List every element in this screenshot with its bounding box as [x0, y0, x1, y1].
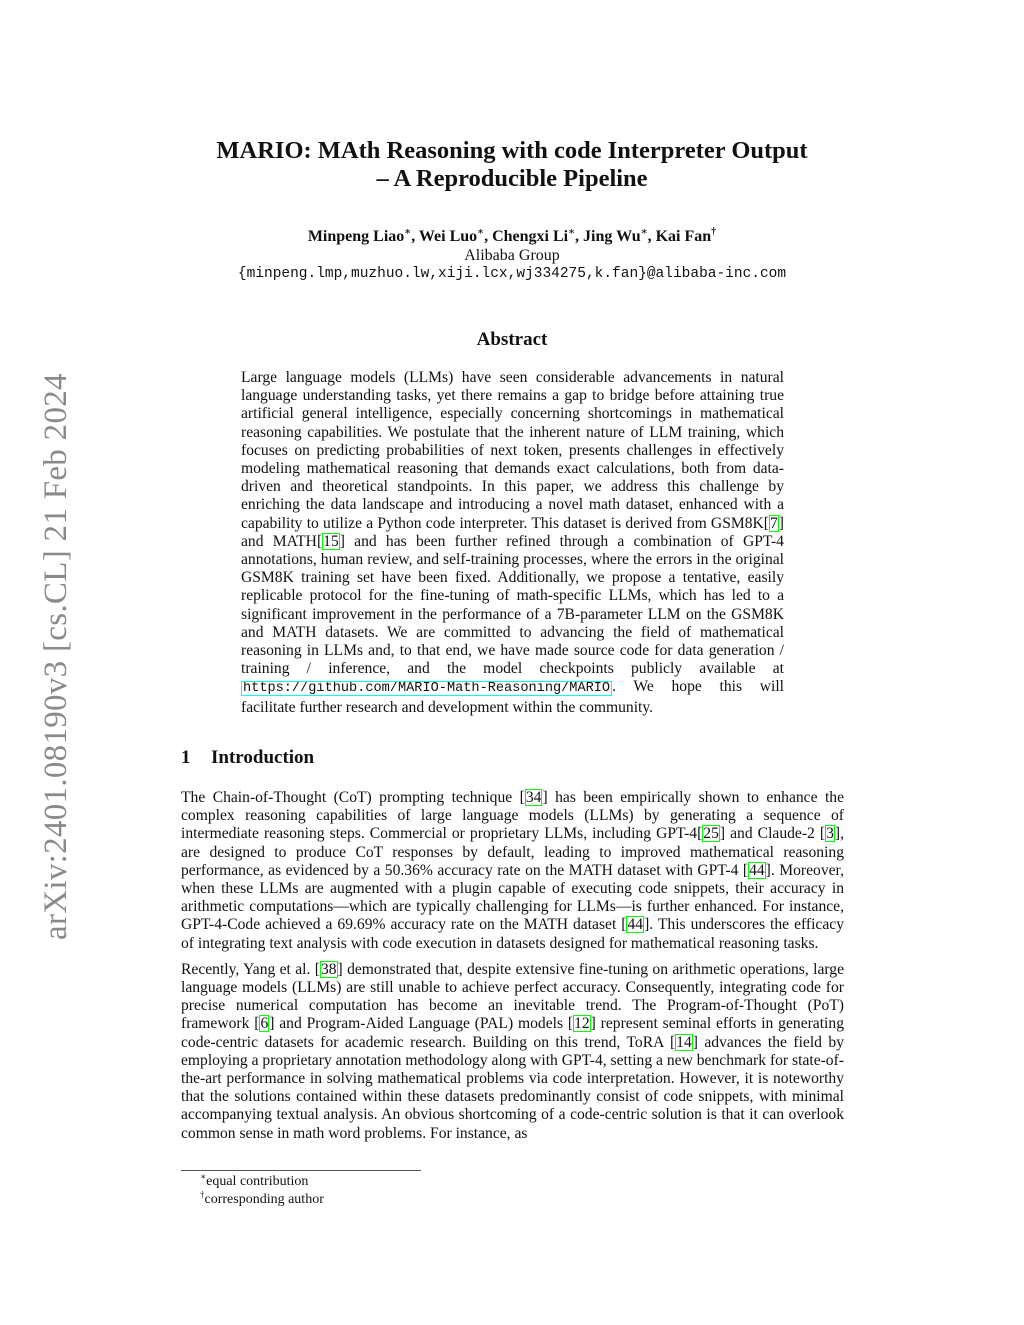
abstract-text-run: and has been further refined through a combination of GPT-4 annotations, human review, and self-training processes, where the errors in the original GSM8K training set have been fixed. Additionally, we propose a tentative, easily replicable protocol for the fine-tuning of math-specific LLMs, which has led to a significant improvement in the performance of a 7B-parameter LLM on the GSM8K and MATH datasets. We are committed to advancing the field of mathematical reasoning in LLMs and, to that end, we have made source code for data generation / training / inference, and the model checkpoints publicly available at	[241, 532, 784, 678]
footnote-mark: †	[200, 1189, 205, 1200]
intro-text-run: , are designed to produce CoT responses by default, leading to improved mathematical reasoning performance, as evidenced by a 50.36% accuracy rate on the MATH dataset with GPT-4	[181, 825, 844, 879]
author-mark: ∗	[568, 226, 576, 238]
footnote-text: equal contribution	[206, 1174, 309, 1189]
citation-link[interactable]: 15	[323, 532, 339, 550]
author-mark: †	[711, 226, 717, 238]
github-url-link[interactable]: https://github.com/MARIO-Math-Reasoning/MARIO	[243, 681, 611, 697]
section-heading-introduction	[181, 747, 314, 769]
arxiv-side-stamp: arXiv:2401.08190v3 [cs.CL] 21 Feb 2024	[38, 373, 74, 940]
title-line-2: – A Reproducible Pipeline	[376, 165, 648, 192]
section-number: 1	[181, 747, 191, 768]
citation-link[interactable]: 6	[260, 1015, 269, 1033]
introduction-body	[181, 789, 844, 1151]
author-names: Minpeng Liao∗, Wei Luo∗, Chengxi Li∗, Jing Wu∗, Kai Fan†	[307, 226, 717, 245]
intro-text-run: and Claude-2	[725, 825, 820, 843]
footnote-corresponding-author	[200, 1191, 324, 1209]
author-name: Jing Wu	[583, 228, 641, 245]
citation-link[interactable]: 25	[703, 825, 719, 843]
author-name: Wei Luo	[418, 228, 478, 245]
paper-title	[180, 137, 844, 193]
citation-link[interactable]: 44	[627, 916, 644, 934]
intro-text-run: The Chain-of-Thought (CoT) prompting technique	[181, 789, 520, 806]
intro-text-run: advances the field by employing a proprietary annotation methodology along with GPT-4, setting a new benchmark for state-of-the-art performance in solving mathematical problems via code interpretation. However, it is noteworthy that the solutions contained within these datasets predominantly consist of code snippets, with minimal accompanying textual analysis. An obvious shortcoming of a code-centric solution is that it can overlook common sense in math word problems. For instance, as	[181, 1033, 844, 1142]
footnotes	[200, 1173, 324, 1209]
intro-paragraph-2: Recently, Yang et al. [38] demonstrated that, despite extensive fine-tuning on arithmetic operations, large language models (LLMs) are still unable to achieve perfect accuracy. Consequently, integrating code for precise numerical computation has become an inevitable trend. The Program-of-Thought (PoT) framework [6] and Program-Aided Language (PAL) models [12] represent seminal efforts in generating code-centric datasets for academic research. Building on this trend, ToRA [14] advances the field by employing a proprietary annotation methodology along with GPT-4, setting a new benchmark for state-of-the-art performance in solving mathematical problems via code interpretation. However, it is noteworthy that the solutions contained within these datasets predominantly consist of code snippets, with minimal accompanying textual analysis. An obvious shortcoming of a code-centric solution is that it can overlook common sense in math word problems. For instance, as	[181, 960, 845, 1142]
affiliation: Alibaba Group	[464, 247, 560, 264]
intro-text-run: has been empirically shown to enhance the complex reasoning capabilities of large language models (LLMs) by generating a sequence of intermediate reasoning steps. Commercial or proprietary LLMs, including GPT-4	[181, 789, 844, 843]
citation-link[interactable]: 14	[676, 1033, 692, 1051]
author-mark: ∗	[640, 226, 648, 238]
citation-link[interactable]: 44	[749, 861, 765, 879]
abstract-text-run: Large language models (LLMs) have seen considerable advancements in natural language understanding tasks, yet there remains a gap to bridge before attaining true artificial general intelligence, especially concerning shortcomings in mathematical reasoning capabilities. We postulate that the inherent nature of LLM training, which focuses on predicting probabilities of next token, presents challenges in effectively modeling mathematical reasoning that demands exact calculations, both from data-driven and theoretical standpoints. In this paper, we address this challenge by enriching the data landscape and introducing a novel math dataset, enhanced with a capability to utilize a Python code interpreter. This dataset is derived from GSM8K	[241, 369, 784, 532]
author-block	[180, 227, 844, 284]
section-title: Introduction	[211, 747, 315, 768]
footnote-mark: ∗	[200, 1171, 207, 1182]
intro-text-run: Recently, Yang et al.	[181, 960, 315, 978]
citation-link[interactable]: 38	[320, 960, 337, 978]
author-mark: ∗	[477, 226, 485, 238]
intro-text-run: and Program-Aided Language (PAL) models	[274, 1015, 568, 1033]
intro-paragraph-1: The Chain-of-Thought (CoT) prompting technique [34] has been empirically shown to enhance the complex reasoning capabilities of large language models (LLMs) by generating a sequence of intermediate reasoning steps. Commercial or proprietary LLMs, including GPT-4[25] and Claude-2 [3], are designed to produce CoT responses by default, leading to improved mathematical reasoning performance, as evidenced by a 50.36% accuracy rate on the MATH dataset with GPT-4 [44]. Moreover, when these LLMs are augmented with a plugin capable of executing code snippets, their accuracy in arithmetic computations—which are typically challenging for LLMs—is further enhanced. For instance, GPT-4-Code achieved a 69.69% accuracy rate on the MATH dataset [44]. This underscores the efficacy of integrating text analysis with code execution in datasets designed for mathematical reasoning tasks.	[181, 789, 844, 952]
abstract-heading: Abstract	[476, 329, 548, 350]
intro-text-run: demonstrated that, despite extensive fine-tuning on arithmetic operations, large language models (LLMs) are still unable to achieve perfect accuracy. Consequently, integrating code for precise numerical computation has become an inevitable trend. The Program-of-Thought (PoT) framework	[181, 960, 845, 1033]
citation-link[interactable]: 3	[826, 825, 834, 843]
author-name: Minpeng Liao	[307, 228, 405, 245]
title-line-1: MARIO: MAth Reasoning with code Interpreter Output	[216, 137, 808, 164]
author-name: Chengxi Li	[492, 228, 569, 245]
footnote-equal-contribution	[200, 1173, 324, 1191]
citation-link[interactable]: 34	[525, 789, 542, 806]
intro-text-run: . This underscores the efficacy of integrating text analysis with code execution in datasets designed for mathematical reasoning tasks.	[181, 916, 844, 952]
intro-text-run: represent seminal efforts in generating code-centric datasets for academic research. Building on this trend, ToRA	[181, 1015, 844, 1051]
author-name: Kai Fan	[655, 228, 712, 245]
author-mark: ∗	[404, 226, 412, 238]
footnote-divider	[181, 1170, 421, 1171]
citation-link[interactable]: 12	[574, 1015, 590, 1033]
abstract-text-run: . We hope this will facilitate further research and development within the community.	[241, 678, 784, 716]
intro-text-run: . Moreover, when these LLMs are augmented with a plugin capable of executing code snippets, their accuracy in arithmetic computations—which are typically challenging for LLMs—is further enhanced. For instance, GPT-4-Code achieved a 69.69% accuracy rate on the MATH dataset	[181, 861, 844, 934]
abstract-text-run: and MATH	[241, 532, 317, 550]
abstract-text: Large language models (LLMs) have seen considerable advancements in natural language understanding tasks, yet there remains a gap to bridge before attaining true artificial general intelligence, especially concerning shortcomings in mathematical reasoning capabilities. We postulate that the inherent nature of LLM training, which focuses on predicting probabilities of next token, presents challenges in effectively modeling mathematical reasoning that demands exact calculations, both from data-driven and theoretical standpoints. In this paper, we address this challenge by enriching the data landscape and introducing a novel math dataset, enhanced with a capability to utilize a Python code interpreter. This dataset is derived from GSM8K[7] and MATH[15] and has been further refined through a combination of GPT-4 annotations, human review, and self-training processes, where the errors in the original GSM8K training set have been fixed. Additionally, we propose a tentative, easily replicable protocol for the fine-tuning of math-specific LLMs, which has led to a significant improvement in the performance of a 7B-parameter LLM on the GSM8K and MATH datasets. We are committed to advancing the field of mathematical reasoning in LLMs and, to that end, we have made source code for data generation / training / inference, and the model checkpoints publicly available at https://github.com/MARIO-Math-Reasoning/MARIO . We hope this will facilitate further research and development within the community.	[241, 369, 784, 716]
footnote-text: corresponding author	[204, 1192, 324, 1207]
author-emails: {minpeng.lmp,muzhuo.lw,xiji.lcx,wj334275,k.fan}@alibaba-inc.com	[237, 266, 787, 282]
citation-link[interactable]: 7	[770, 514, 778, 532]
